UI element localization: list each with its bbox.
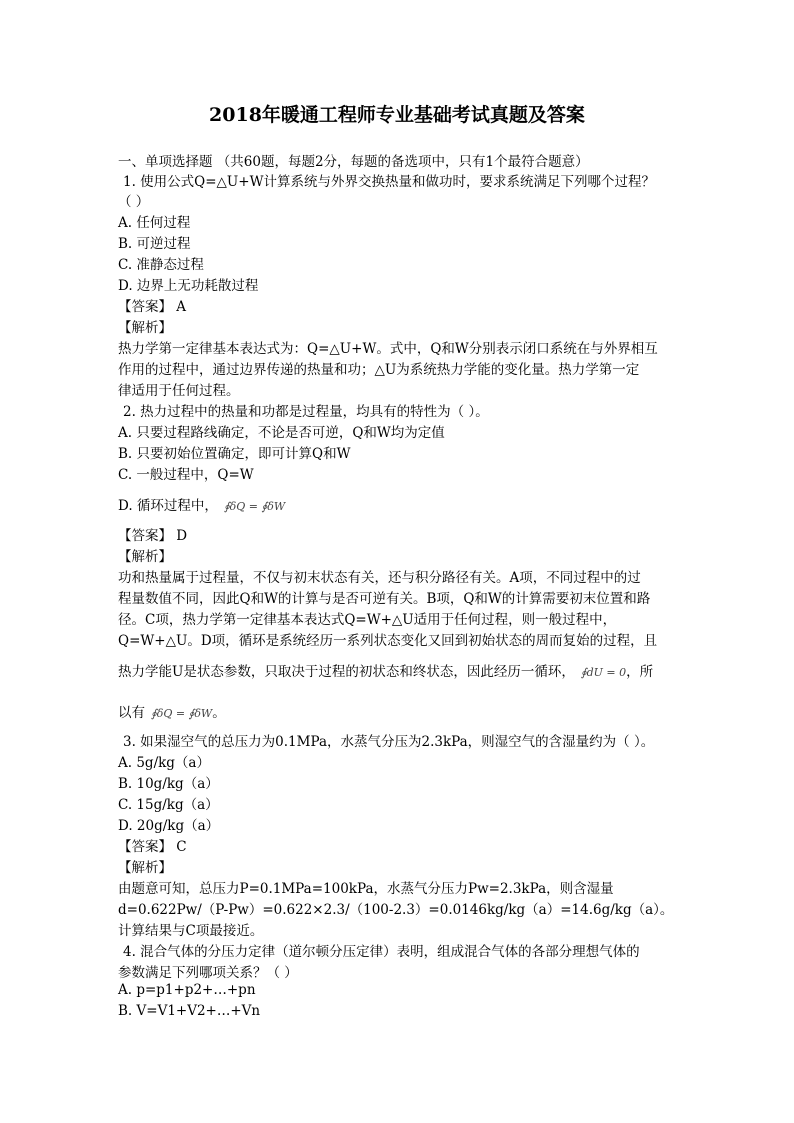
question-1-stem: 1. 使用公式Q=△U+W计算系统与外界交换热量和做功时，要求系统满足下列哪个过程？ [123,174,655,190]
question-2-analysis-label: 【解析】 [118,549,172,565]
question-2-analysis-line: 程量数值不同，因此Q和W的计算与是否可逆有关。B项，Q和W的计算需要初末位置和路 [118,591,651,607]
question-1-analysis-line: 作用的过程中，通过边界传递的热量和功；△U为系统热力学能的变化量。热力学第一定 [118,362,640,378]
question-1-answer: 【答案】 A [118,299,187,315]
formula-image: ∮δQ = ∮δW [223,500,286,513]
question-2-option-d [118,494,285,514]
question-2-option-a: A. 只要过程路线确定，不论是否可逆，Q和W均为定值 [118,425,445,441]
question-2-analysis-line: 功和热量属于过程量，不仅与初末状态有关，还与积分路径有关。A项，不同过程中的过 [118,570,641,586]
formula-image: ∮dU = 0 [580,666,627,679]
question-3-answer: 【答案】 C [118,839,187,855]
document-title: 2018年暖通工程师专业基础考试真题及答案 [209,104,585,126]
question-3-analysis-line: d=0.622Pw/（P-Pw）=0.622×2.3/（100-2.3）=0.0146kg/kg（a）=14.6g/kg（a）。 [118,902,674,918]
formula-image: ∮δQ = ∮δW [151,707,213,720]
question-3-stem: 3. 如果湿空气的总压力为0.1MPa，水蒸气分压为2.3kPa，则湿空气的含湿量约为（ ）。 [123,734,655,750]
question-1-option-c: C. 准静态过程 [118,257,204,273]
question-3-option-d: D. 20g/kg（a） [118,818,220,834]
section-heading: 一、单项选择题 （共60题，每题2分，每题的备选项中，只有1个最符合题意） [118,154,589,170]
question-2-analysis-line: 径。C项，热力学第一定律基本表达式Q=W+△U适用于任何过程，则一般过程中， [118,612,617,628]
question-1-option-d: D. 边界上无功耗散过程 [118,278,259,294]
question-2-option-d-text: D. 循环过程中， [118,498,218,514]
question-3-option-a: A. 5g/kg（a） [118,755,210,771]
question-3-analysis-line: 计算结果与C项最接近。 [118,923,264,939]
question-1-option-b: B. 可逆过程 [118,236,191,252]
question-3-analysis-line: 由题意可知，总压力P=0.1MPa=100kPa，水蒸气分压力Pw=2.3kPa，则含湿量 [118,881,614,897]
question-2-analysis-line [118,660,653,680]
question-3-analysis-label: 【解析】 [118,860,172,876]
question-3-option-b: B. 10g/kg（a） [118,776,219,792]
analysis-text: 。 [212,705,226,721]
analysis-text: 热力学能U是状态参数，只取决于过程的初状态和终状态，因此经历一循环， [118,664,575,680]
question-3-option-c: C. 15g/kg（a） [118,797,219,813]
question-1-analysis-label: 【解析】 [118,320,172,336]
question-2-option-c: C. 一般过程中，Q=W [118,467,254,483]
question-4-option-a: A. p=p1+p2+…+pn [118,982,256,998]
question-2-answer: 【答案】 D [118,528,188,544]
question-1-analysis-line: 律适用于任何过程。 [118,383,240,399]
question-2-analysis-line [118,701,226,721]
question-4-stem-continued: 参数满足下列哪项关系？（ ） [118,965,298,981]
question-1-analysis-line: 热力学第一定律基本表达式为：Q=△U+W。式中，Q和W分别表示闭口系统在与外界相互 [118,341,658,357]
question-2-analysis-line: Q=W+△U。D项，循环是系统经历一系列状态变化又回到初始状态的周而复始的过程，且 [118,633,658,649]
question-2-option-b: B. 只要初始位置确定，即可计算Q和W [118,446,351,462]
question-4-option-b: B. V=V1+V2+…+Vn [118,1003,261,1019]
analysis-text: 以有 [118,705,145,721]
question-1-option-a: A. 任何过程 [118,215,191,231]
question-4-stem: 4. 混合气体的分压力定律（道尔顿分压定律）表明，组成混合气体的各部分理想气体的 [123,944,640,960]
analysis-text: ，所 [626,664,654,680]
question-2-stem: 2. 热力过程中的热量和功都是过程量，均具有的特性为（ ）。 [123,404,489,420]
question-1-paren: （ ） [118,194,150,210]
